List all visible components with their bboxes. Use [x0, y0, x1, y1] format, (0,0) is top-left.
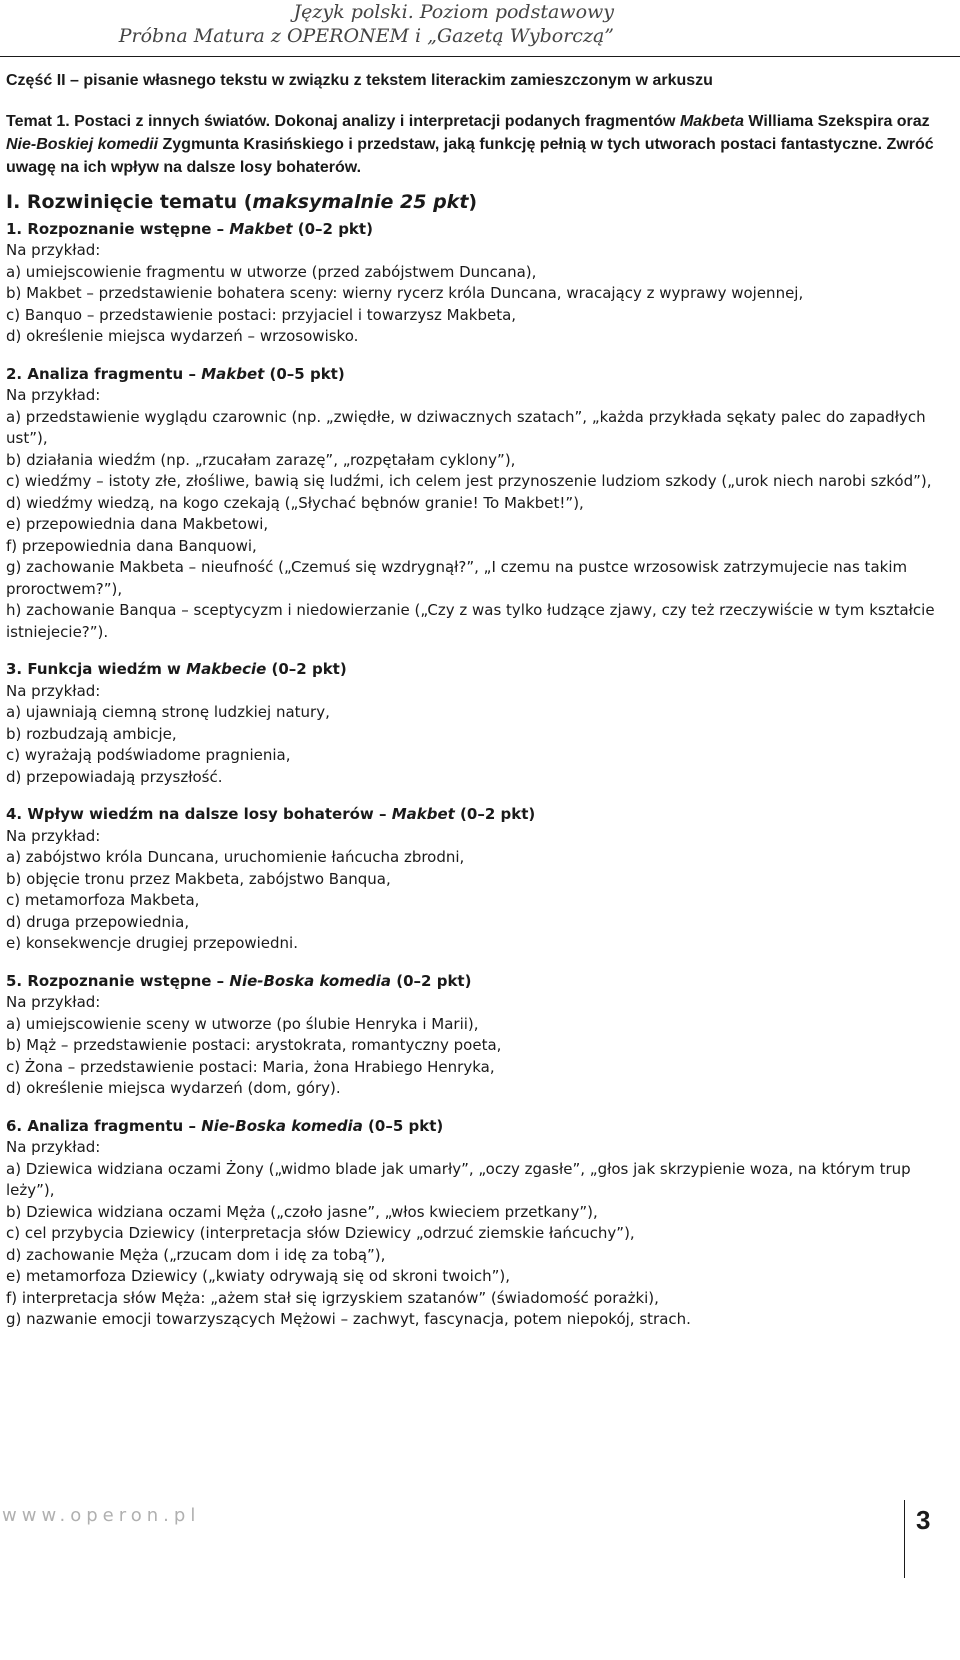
- topic-text: Zygmunta Krasińskiego i przedstaw, jaką funkcję pełnią w tych utworach postaci fantastyczne. Zwróć uwagę na ich wpływ na dalsze losy bohaterów.: [6, 135, 934, 176]
- section-title-text: I. Rozwinięcie tematu (: [6, 190, 253, 213]
- footer-divider: [904, 1500, 905, 1578]
- criteria-item: e) przepowiednia dana Makbetowi,: [6, 515, 269, 533]
- criteria-item: e) metamorfoza Dziewicy („kwiaty odrywają się od skroni twoich”),: [6, 1267, 510, 1285]
- criteria-item: c) cel przybycia Dziewicy (interpretacja słów Dziewicy „odrzuć ziemskie łańcuchy”),: [6, 1224, 635, 1242]
- criteria-item: c) wiedźmy – istoty złe, złośliwe, bawią się ludźmi, ich celem jest przynoszenie ludziom szkody („urok niech narobi szkód”),: [6, 472, 932, 490]
- heading-text: (0–2 pkt): [292, 219, 373, 238]
- criteria-item: e) konsekwencje drugiej przepowiedni.: [6, 934, 298, 952]
- criteria-item: b) rozbudzają ambicje,: [6, 724, 177, 743]
- heading-text: (0–5 pkt): [264, 364, 345, 383]
- heading-text: (0–5 pkt): [362, 1116, 444, 1135]
- heading-text: 5. Rozpoznanie wstępne –: [6, 971, 230, 990]
- criteria-heading: [6, 971, 938, 993]
- criteria-heading: [6, 804, 938, 826]
- topic-text: Williama Szekspira oraz: [743, 112, 930, 130]
- criteria-item: a) zabójstwo króla Duncana, uruchomienie łańcucha zbrodni,: [6, 848, 465, 866]
- criteria-item: h) zachowanie Banqua – sceptycyzm i niedowierzanie („Czy z was tylko łudzące zjawy, czy też rzeczywiście w tym kształcie istniejecie?”).: [6, 601, 935, 641]
- topic-text: Temat 1. Postaci z innych światów. Dokonaj analizy i interpretacji podanych fragmentów: [6, 112, 680, 130]
- criteria-heading: [6, 659, 938, 681]
- heading-text: (0–2 pkt): [391, 971, 472, 990]
- criteria-block: [6, 804, 938, 955]
- criteria-item: f) interpretacja słów Męża: „ażem stał się igrzyskiem szatanów” (świadomość porażki),: [6, 1288, 659, 1307]
- criteria-list: [6, 219, 938, 1331]
- document-body: [6, 70, 938, 1331]
- criteria-item: d) określenie miejsca wydarzeń (dom, góry).: [6, 1079, 341, 1097]
- heading-text: 2. Analiza fragmentu –: [6, 364, 202, 383]
- criteria-item: g) nazwanie emocji towarzyszących Mężowi – zachwyt, fascynacja, potem niepokój, strach.: [6, 1310, 691, 1328]
- work-title: Makbecie: [186, 660, 267, 678]
- example-label: Na przykład:: [6, 681, 101, 700]
- criteria-item: a) umiejscowienie fragmentu w utworze (przed zabójstwem Duncana),: [6, 262, 537, 281]
- example-label: Na przykład:: [6, 826, 101, 845]
- criteria-block: [6, 1116, 938, 1331]
- work-title: Nie-Boska komedia: [229, 971, 392, 990]
- criteria-item: g) zachowanie Makbeta – nieufność („Czemuś się wzdrygnął?”, „I czemu na pustce wrzosowisk zatrzymujecie nas takim proroctwem?”),: [6, 558, 908, 598]
- topic-paragraph: [6, 110, 938, 179]
- heading-text: 1. Rozpoznanie wstępne –: [6, 219, 230, 238]
- criteria-item: a) przedstawienie wyglądu czarownic (np. „zwiędłe, w dziwacznych szatach”, „każda przykłada sękaty palec do zapadłych ust”),: [6, 407, 926, 447]
- page-number: 3: [916, 1505, 931, 1535]
- part-title: Część II – pisanie własnego tekstu w związku z tekstem literackim zamieszczonym w arkuszu: [6, 72, 713, 89]
- criteria-item: a) ujawniają ciemną stronę ludzkiej natury,: [6, 703, 330, 721]
- example-label: Na przykład:: [6, 1138, 101, 1156]
- topic-title-nie-boska: Nie-Boskiej komedii: [6, 135, 159, 153]
- criteria-block: [6, 219, 938, 348]
- criteria-item: c) metamorfoza Makbeta,: [6, 891, 200, 909]
- example-label: Na przykład:: [6, 993, 101, 1011]
- work-title: Makbet: [229, 219, 293, 238]
- criteria-item: d) wiedźmy wiedzą, na kogo czekają („Słychać bębnów granie! To Makbet!”),: [6, 493, 584, 512]
- example-label: Na przykład:: [6, 241, 101, 259]
- criteria-item: b) Mąż – przedstawienie postaci: arystokrata, romantyczny poeta,: [6, 1036, 502, 1054]
- criteria-item: b) objęcie tronu przez Makbeta, zabójstwo Banqua,: [6, 869, 391, 888]
- section-title-text: ): [468, 190, 478, 213]
- work-title: Nie-Boska komedia: [201, 1116, 363, 1135]
- criteria-heading: [6, 219, 938, 241]
- criteria-heading: [6, 1116, 938, 1138]
- criteria-item: c) Banquo – przedstawienie postaci: przyjaciel i towarzysz Makbeta,: [6, 305, 517, 324]
- criteria-block: [6, 971, 938, 1100]
- criteria-item: d) określenie miejsca wydarzeń – wrzosowisko.: [6, 327, 359, 345]
- example-label: Na przykład:: [6, 386, 101, 404]
- criteria-item: c) wyrażają podświadome pragnienia,: [6, 746, 291, 764]
- heading-text: 3. Funkcja wiedźm w: [6, 660, 187, 678]
- criteria-item: f) przepowiednia dana Banquowi,: [6, 536, 257, 555]
- criteria-heading: [6, 364, 938, 386]
- work-title: Makbet: [391, 805, 455, 823]
- criteria-item: d) zachowanie Męża („rzucam dom i idę za tobą”),: [6, 1245, 386, 1264]
- publisher-url: www.operon.pl: [2, 1505, 201, 1526]
- criteria-item: d) druga przepowiednia,: [6, 912, 190, 931]
- running-header: [119, 0, 614, 48]
- criteria-item: d) przepowiadają przyszłość.: [6, 767, 223, 786]
- section-title: [6, 189, 938, 215]
- criteria-item: c) Żona – przedstawienie postaci: Maria, żona Hrabiego Henryka,: [6, 1057, 495, 1076]
- criteria-item: a) umiejscowienie sceny w utworze (po ślubie Henryka i Marii),: [6, 1014, 479, 1033]
- criteria-item: b) Makbet – przedstawienie bohatera sceny: wierny rycerz króla Duncana, wracający z wyprawy wojennej,: [6, 284, 804, 302]
- criteria-item: b) działania wiedźm (np. „rzucałam zarazę”, „rozpętałam cyklony”),: [6, 450, 516, 469]
- work-title: Makbet: [201, 364, 265, 383]
- header-subject-line: Język polski. Poziom podstawowy: [293, 1, 614, 23]
- criteria-item: a) Dziewica widziana oczami Żony („widmo blade jak umarły”, „oczy zgasłe”, „głos jak skrzypienie woza, na którym trup leży”),: [6, 1159, 911, 1199]
- heading-text: 6. Analiza fragmentu –: [6, 1116, 202, 1135]
- criteria-item: b) Dziewica widziana oczami Męża („czoło jasne”, „włos kwieciem przetkany”),: [6, 1202, 598, 1221]
- section-title-points: maksymalnie 25 pkt: [252, 190, 469, 213]
- heading-text: (0–2 pkt): [454, 805, 536, 823]
- topic-title-makbet: Makbeta: [679, 112, 744, 130]
- header-exam-line: Próbna Matura z OPERONEM i „Gazetą Wyborczą”: [118, 25, 614, 47]
- criteria-block: [6, 659, 938, 788]
- criteria-block: [6, 364, 938, 644]
- header-divider: [0, 56, 960, 57]
- heading-text: 4. Wpływ wiedźm na dalsze losy bohaterów –: [6, 805, 392, 823]
- heading-text: (0–2 pkt): [266, 660, 347, 678]
